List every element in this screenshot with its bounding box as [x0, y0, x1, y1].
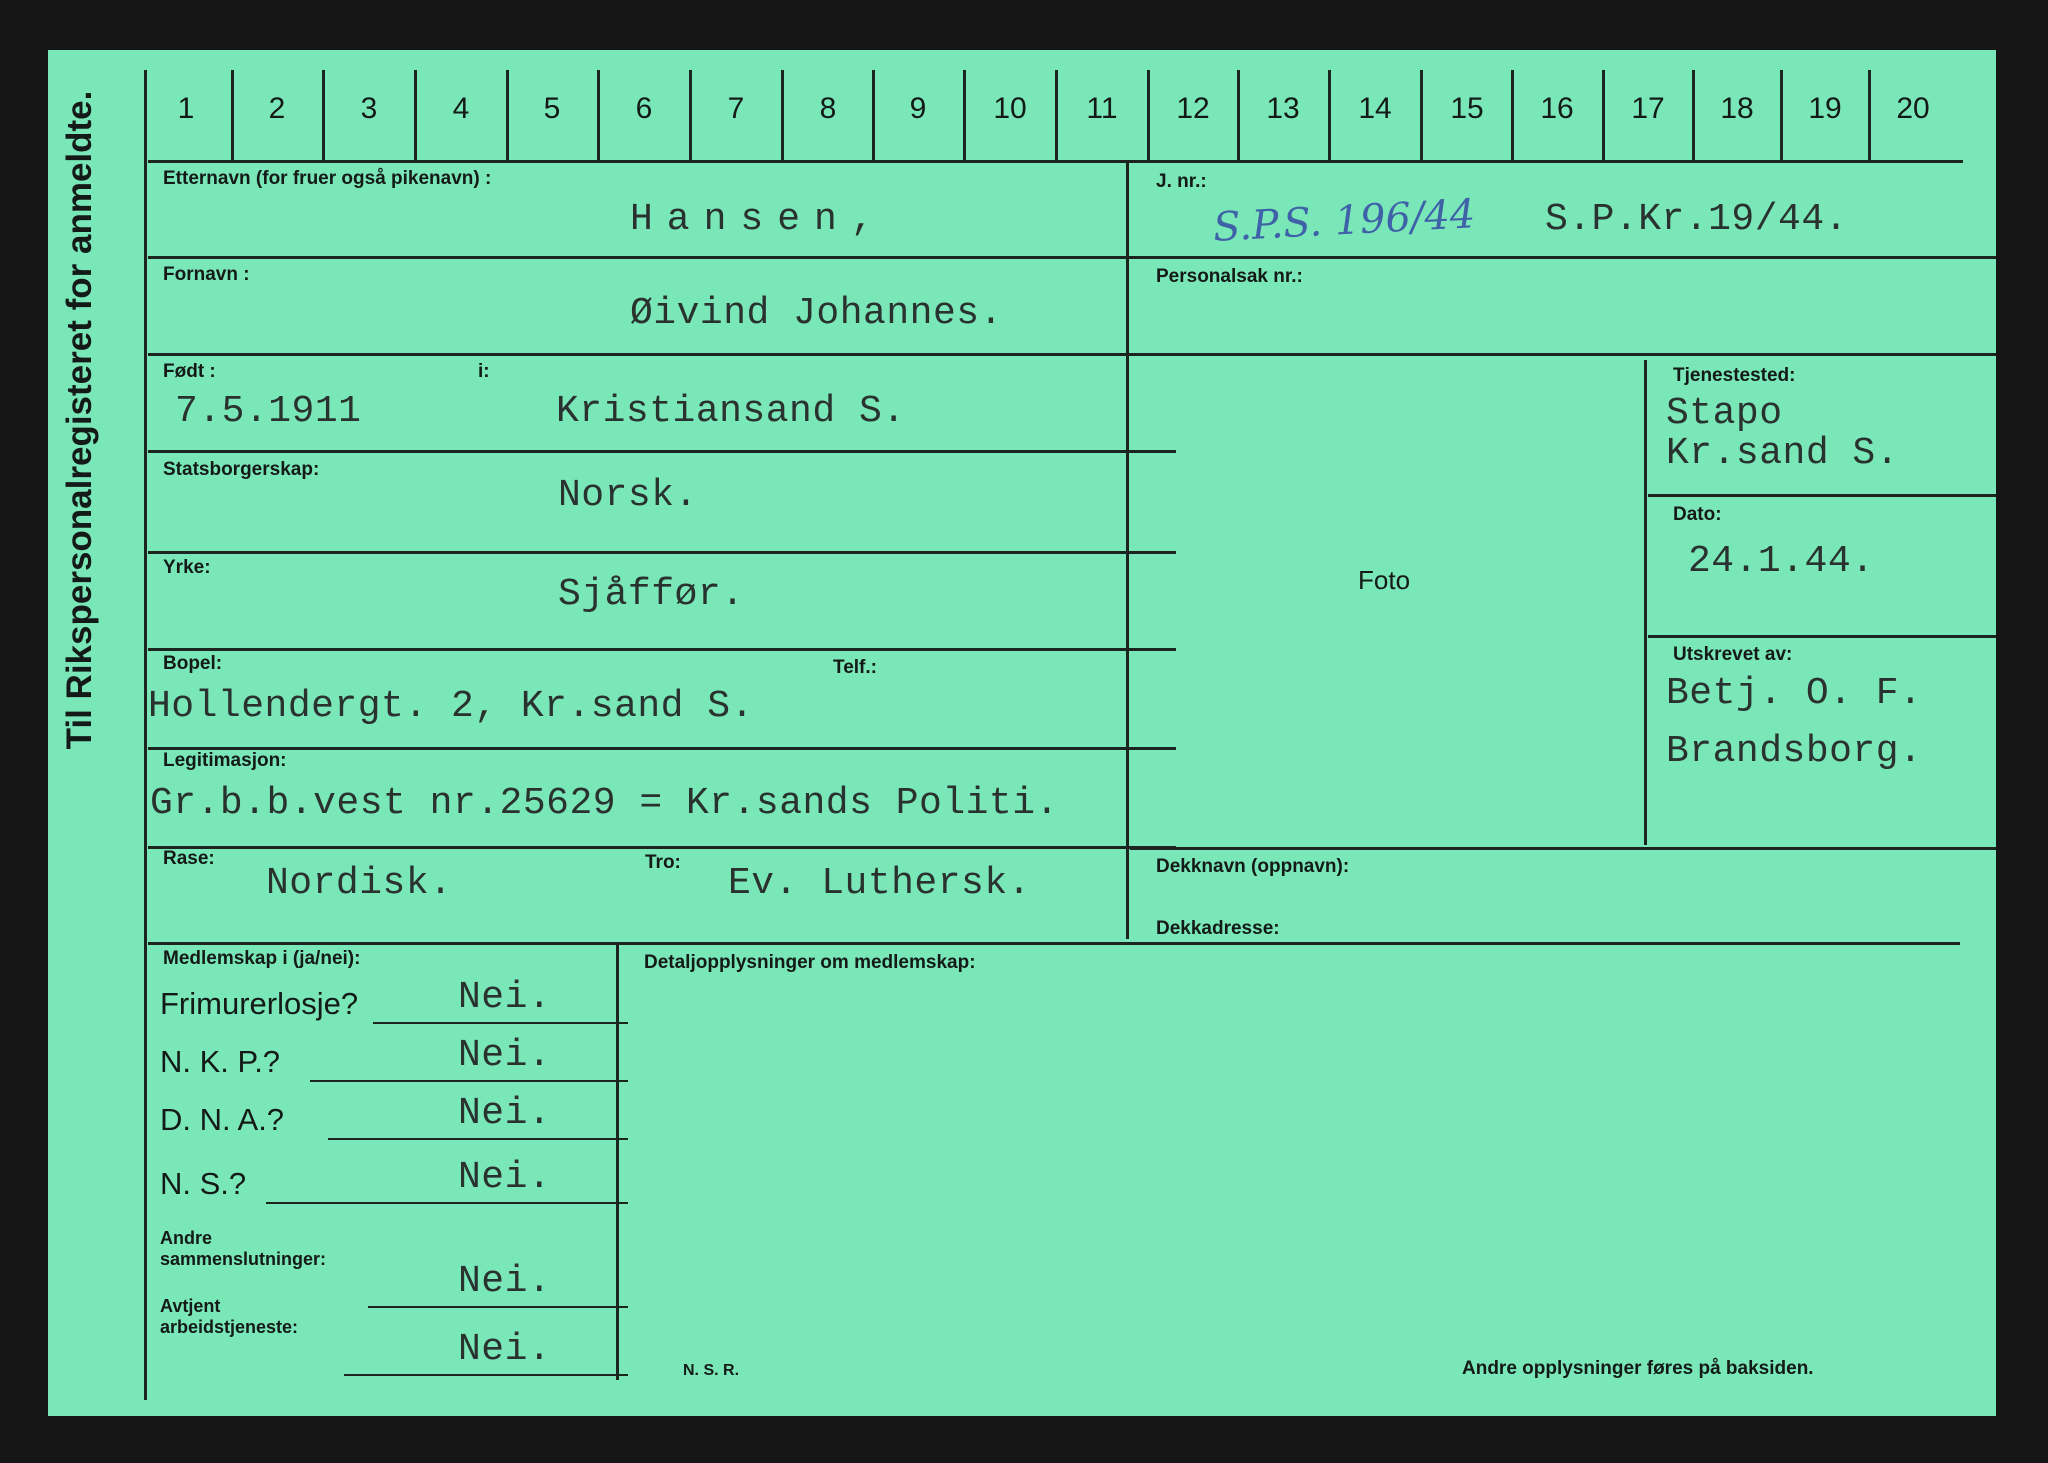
statsborgerskap-label: Statsborgerskap: — [163, 459, 320, 480]
answer-line — [328, 1138, 628, 1140]
membership-answer: Nei. — [458, 1092, 552, 1135]
column-number: 1 — [177, 92, 195, 125]
left-border-line — [144, 70, 147, 1400]
dekknavn-label: Dekknavn (oppnavn): — [1156, 856, 1350, 877]
foto-label: Foto — [1358, 565, 1411, 595]
personalsak-label: Personalsak nr.: — [1156, 266, 1303, 287]
membership-question: N. K. P.? — [160, 1044, 281, 1079]
tjenestested-value-2: Kr.sand S. — [1666, 432, 1900, 475]
divider — [1648, 635, 1996, 638]
column-number: 15 — [1450, 92, 1484, 125]
dato-value: 24.1.44. — [1688, 540, 1875, 583]
telf-label: Telf.: — [833, 657, 877, 678]
answer-line — [373, 1022, 628, 1024]
answer-line — [344, 1374, 628, 1376]
printer-mark: N. S. R. — [683, 1362, 740, 1379]
bopel-label: Bopel: — [163, 653, 223, 674]
column-number: 13 — [1266, 92, 1300, 125]
membership-question: Andre sammenslutninger: — [160, 1228, 327, 1269]
membership-answer: Nei. — [458, 1156, 552, 1199]
answer-line — [368, 1306, 628, 1308]
rase-label: Rase: — [163, 848, 215, 869]
column-number: 6 — [635, 92, 653, 125]
column-number: 16 — [1540, 92, 1574, 125]
divider — [148, 846, 1176, 849]
jnr-label: J. nr.: — [1156, 171, 1207, 192]
fodt-i-label: i: — [478, 361, 490, 382]
statsborgerskap-value: Norsk. — [558, 474, 698, 517]
fornavn-value: Øivind Johannes. — [630, 292, 1003, 335]
divider — [148, 450, 1176, 453]
divider — [148, 648, 1176, 651]
column-number: 5 — [543, 92, 561, 125]
column-number: 2 — [268, 92, 286, 125]
rase-value: Nordisk. — [266, 862, 453, 905]
tro-value: Ev. Luthersk. — [728, 862, 1031, 905]
footer-note: Andre opplysninger føres på baksiden. — [1462, 1358, 1814, 1379]
column-number: 20 — [1896, 92, 1930, 125]
membership-question: Frimurerlosje? — [160, 986, 359, 1021]
membership-answer: Nei. — [458, 976, 552, 1019]
column-number: 3 — [360, 92, 378, 125]
answer-line — [310, 1080, 628, 1082]
vertical-divider — [1126, 162, 1129, 939]
utskrevet-value-1: Betj. O. F. — [1666, 672, 1923, 715]
column-number: 9 — [909, 92, 927, 125]
utskrevet-label: Utskrevet av: — [1673, 644, 1793, 665]
medlemskap-label: Medlemskap i (ja/nei): — [163, 948, 361, 969]
column-number: 7 — [727, 92, 745, 125]
divider — [1130, 256, 1996, 259]
fodt-label: Født : — [163, 361, 216, 382]
detalj-label: Detaljopplysninger om medlemskap: — [644, 952, 976, 973]
fodt-sted-value: Kristiansand S. — [556, 390, 906, 433]
jnr-typed-value: S.P.Kr.19/44. — [1545, 198, 1848, 241]
membership-question: Avtjent arbeidstjeneste: — [160, 1296, 299, 1337]
divider — [1130, 847, 1996, 850]
divider — [1648, 494, 1996, 497]
membership-answer: Nei. — [458, 1328, 552, 1371]
fodt-dato-value: 7.5.1911 — [175, 390, 362, 433]
column-number: 18 — [1720, 92, 1754, 125]
column-number: 4 — [452, 92, 470, 125]
tro-label: Tro: — [645, 852, 681, 873]
registration-card — [48, 50, 1996, 1416]
divider — [148, 747, 1176, 750]
yrke-value: Sjåffør. — [558, 573, 745, 616]
vertical-divider-3 — [616, 945, 619, 1380]
dato-label: Dato: — [1673, 504, 1722, 525]
section-divider — [148, 942, 1960, 945]
yrke-label: Yrke: — [163, 557, 211, 578]
membership-question: N. S.? — [160, 1166, 247, 1201]
column-number: 14 — [1358, 92, 1392, 125]
membership-answer: Nei. — [458, 1260, 552, 1303]
tjenestested-label: Tjenestested: — [1673, 365, 1796, 386]
column-number: 19 — [1808, 92, 1842, 125]
divider — [148, 353, 1176, 356]
membership-question: D. N. A.? — [160, 1102, 285, 1137]
answer-line — [266, 1202, 628, 1204]
tjenestested-value-1: Stapo — [1666, 392, 1783, 435]
dekkadresse-label: Dekkadresse: — [1156, 918, 1280, 939]
etternavn-label: Etternavn (for fruer også pikenavn) : — [163, 168, 492, 189]
sidebar-text: Til Rikspersonalregisteret for anmeldte. — [60, 90, 99, 750]
column-number: 11 — [1086, 92, 1118, 125]
legitimasjon-label: Legitimasjon: — [163, 750, 287, 771]
etternavn-value: Hansen, — [630, 198, 888, 241]
divider — [148, 256, 1176, 259]
bopel-value: Hollendergt. 2, Kr.sand S. — [148, 685, 754, 728]
column-number: 17 — [1631, 92, 1665, 125]
utskrevet-value-2: Brandsborg. — [1666, 730, 1923, 773]
fornavn-label: Fornavn : — [163, 264, 250, 285]
divider — [148, 551, 1176, 554]
column-number: 8 — [819, 92, 837, 125]
column-number: 10 — [993, 92, 1027, 125]
legitimasjon-value: Gr.b.b.vest nr.25629 = Kr.sands Politi. — [150, 782, 1059, 825]
divider — [1130, 353, 1996, 356]
jnr-handwritten-value: S.P.S. 196/44 — [1211, 191, 1477, 251]
vertical-divider-2 — [1644, 360, 1647, 845]
column-number: 12 — [1176, 92, 1210, 125]
column-strip-bottom-line — [148, 160, 1963, 163]
membership-answer: Nei. — [458, 1034, 552, 1077]
